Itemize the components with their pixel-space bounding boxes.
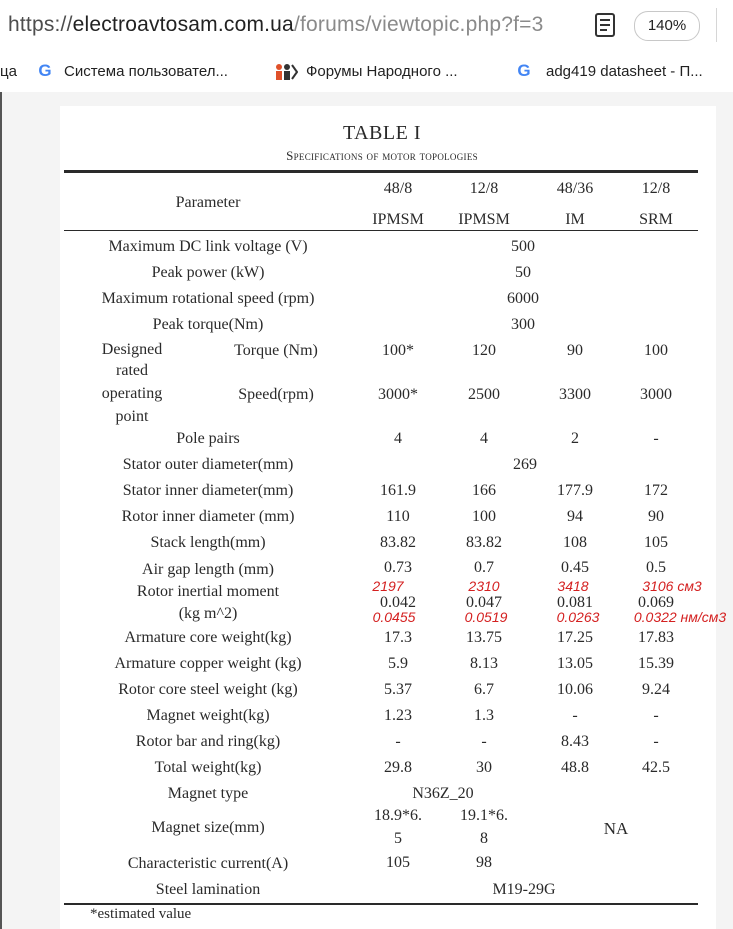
- row-label: (kg m^2): [178, 605, 238, 622]
- cell-value: 13.75: [466, 629, 502, 646]
- cell-value: 9.24: [642, 681, 670, 698]
- table-title: TABLE I: [343, 122, 421, 144]
- cell-value: 0.042: [380, 594, 416, 611]
- google-icon: G: [38, 61, 52, 80]
- annotation-volume: 2197: [372, 578, 404, 594]
- cell-value: 3300: [559, 386, 591, 403]
- row-label: Armature core weight(kg): [124, 629, 292, 646]
- cell-value: 161.9: [380, 482, 416, 499]
- forum-people-icon: [274, 63, 298, 81]
- cell-value: 15.39: [638, 655, 674, 672]
- designed-label: rated: [116, 362, 148, 379]
- col-header-bottom: IM: [565, 211, 585, 228]
- cell-value: N36Z_20: [412, 785, 474, 802]
- cell-value: 100: [644, 342, 668, 359]
- cell-value: 90: [648, 508, 664, 525]
- cell-value: 4: [394, 430, 402, 447]
- row-label: Maximum rotational speed (rpm): [101, 290, 315, 307]
- address-bar: [0, 0, 733, 53]
- row-label: Stator outer diameter(mm): [122, 456, 294, 473]
- content-left-border: [0, 92, 2, 929]
- cell-value: 19.1*6.: [460, 807, 508, 824]
- cell-value: 500: [511, 238, 535, 255]
- cell-value: 120: [472, 342, 496, 359]
- cell-value: 8: [480, 830, 488, 847]
- cell-value: 3000: [640, 386, 672, 403]
- cell-value: 166: [472, 482, 496, 499]
- cell-value: 48.8: [561, 759, 589, 776]
- row-label: Stack length(mm): [150, 534, 266, 551]
- cell-value: 300: [511, 316, 535, 333]
- row-label: Steel lamination: [155, 881, 261, 898]
- bookmark-item-1[interactable]: ца: [0, 63, 17, 80]
- cell-value: 83.82: [380, 534, 416, 551]
- cell-value: -: [653, 733, 659, 750]
- cell-value: 83.82: [466, 534, 502, 551]
- row-label: Magnet weight(kg): [146, 707, 270, 724]
- row-label: Characteristic current(A): [127, 855, 289, 872]
- cell-value: 6000: [507, 290, 539, 307]
- row-label: Air gap length (mm): [142, 561, 274, 578]
- cell-value: 90: [567, 342, 583, 359]
- cell-value: 5: [394, 830, 402, 847]
- cell-value: 8.43: [561, 733, 589, 750]
- cell-value: 94: [567, 508, 583, 525]
- cell-value: 172: [644, 482, 668, 499]
- cell-value: -: [653, 430, 659, 447]
- cell-value: 42.5: [642, 759, 670, 776]
- col-header-bottom: SRM: [639, 211, 673, 228]
- bookmark-item-4[interactable]: adg419 datasheet - П...: [546, 63, 703, 80]
- annotation-ratio: 0.0455: [372, 609, 416, 625]
- cell-value: 0.069: [638, 594, 674, 611]
- top-rule: [64, 170, 698, 173]
- annotation-volume: 3106 см3: [642, 578, 702, 594]
- url-scheme: https://: [8, 13, 73, 36]
- cell-value: 100: [472, 508, 496, 525]
- cell-value: 29.8: [384, 759, 412, 776]
- cell-value: -: [653, 707, 659, 724]
- cell-value: 100*: [382, 342, 414, 359]
- cell-value: -: [395, 733, 401, 750]
- zoom-indicator[interactable]: 140%: [634, 11, 700, 41]
- annotation-volume: 3418: [557, 578, 589, 594]
- col-header-top: 48/36: [556, 180, 594, 197]
- cell-value: 2500: [468, 386, 500, 403]
- row-label: Rotor inner diameter (mm): [121, 508, 295, 525]
- row-label: Armature copper weight (kg): [114, 655, 302, 672]
- row-label: Magnet size(mm): [151, 819, 265, 836]
- google-icon: G: [517, 61, 531, 80]
- url-domain: electroavtosam.com.ua: [72, 13, 294, 36]
- col-header-top: 12/8: [641, 180, 671, 197]
- row-label: Torque (Nm): [234, 342, 318, 359]
- cell-value: 4: [480, 430, 488, 447]
- cell-value: 18.9*6.: [374, 807, 422, 824]
- cell-value: 5.9: [388, 655, 408, 672]
- cell-value: 98: [476, 854, 492, 871]
- bottom-rule: [64, 903, 698, 905]
- cell-value: 13.05: [557, 655, 593, 672]
- row-label: Rotor core steel weight (kg): [118, 681, 298, 698]
- row-label: Peak torque(Nm): [152, 316, 264, 333]
- cell-value: -: [572, 707, 578, 724]
- designed-label: operating: [101, 385, 163, 402]
- cell-value: 1.23: [384, 707, 412, 724]
- cell-value: M19-29G: [492, 881, 556, 898]
- col-header-bottom: IPMSM: [372, 211, 424, 228]
- row-label: Pole pairs: [176, 430, 240, 447]
- cell-value: 0.7: [474, 559, 494, 576]
- annotation-ratio: 0.0322 нм/см3: [633, 609, 727, 625]
- reader-view-icon[interactable]: [594, 12, 616, 38]
- row-label: Speed(rpm): [238, 386, 314, 403]
- col-header-top: 12/8: [469, 180, 499, 197]
- cell-value: 17.25: [557, 629, 593, 646]
- table-subtitle: Specifications of motor topologies: [286, 148, 478, 163]
- cell-value: 6.7: [474, 681, 494, 698]
- url-field[interactable]: [8, 13, 543, 37]
- row-label: Rotor bar and ring(kg): [135, 733, 281, 750]
- row-label: Total weight(kg): [154, 759, 262, 776]
- cell-value: 2: [571, 430, 579, 447]
- cell-value: 10.06: [557, 681, 593, 698]
- row-label: Maximum DC link voltage (V): [108, 238, 308, 255]
- annotation-ratio: 0.0519: [464, 609, 508, 625]
- col-header-bottom: IPMSM: [458, 211, 510, 228]
- toolbar-divider: [716, 8, 717, 42]
- cell-value: NA: [603, 819, 629, 838]
- cell-value: -: [481, 733, 487, 750]
- cell-value: 110: [386, 508, 410, 525]
- cell-value: 269: [513, 456, 537, 473]
- cell-value: 0.5: [646, 559, 666, 576]
- annotation-ratio: 0.0263: [556, 609, 600, 625]
- cell-value: 0.047: [466, 594, 502, 611]
- row-label: Stator inner diameter(mm): [122, 482, 294, 499]
- url-path: /forums/viewtopic.php?f=3: [293, 13, 544, 36]
- cell-value: 5.37: [384, 681, 412, 698]
- cell-value: 17.3: [384, 629, 412, 646]
- cell-value: 8.13: [470, 655, 498, 672]
- col-header-top: 48/8: [383, 180, 413, 197]
- cell-value: 105: [386, 854, 410, 871]
- designed-label: Designed: [101, 341, 163, 358]
- cell-value: 108: [563, 534, 587, 551]
- bookmarks-bar: [0, 52, 733, 92]
- cell-value: 177.9: [557, 482, 593, 499]
- cell-value: 1.3: [474, 707, 494, 724]
- row-label: Peak power (kW): [151, 264, 265, 281]
- header-rule: [64, 230, 698, 231]
- cell-value: 105: [644, 534, 668, 551]
- bookmark-item-3[interactable]: Форумы Народного ...: [306, 63, 458, 80]
- cell-value: 3000*: [378, 386, 418, 403]
- param-header: Parameter: [175, 194, 241, 211]
- bookmark-item-2[interactable]: Система пользовател...: [64, 63, 228, 80]
- cell-value: 0.73: [384, 559, 412, 576]
- cell-value: 50: [515, 264, 531, 281]
- cell-value: 0.45: [561, 559, 589, 576]
- annotation-volume: 2310: [468, 578, 500, 594]
- designed-label: point: [115, 408, 149, 425]
- row-label: Rotor inertial moment: [136, 583, 280, 600]
- cell-value: 0.081: [557, 594, 593, 611]
- row-label: Magnet type: [167, 785, 249, 802]
- cell-value: 30: [476, 759, 492, 776]
- footnote: *estimated value: [90, 906, 192, 922]
- cell-value: 17.83: [638, 629, 674, 646]
